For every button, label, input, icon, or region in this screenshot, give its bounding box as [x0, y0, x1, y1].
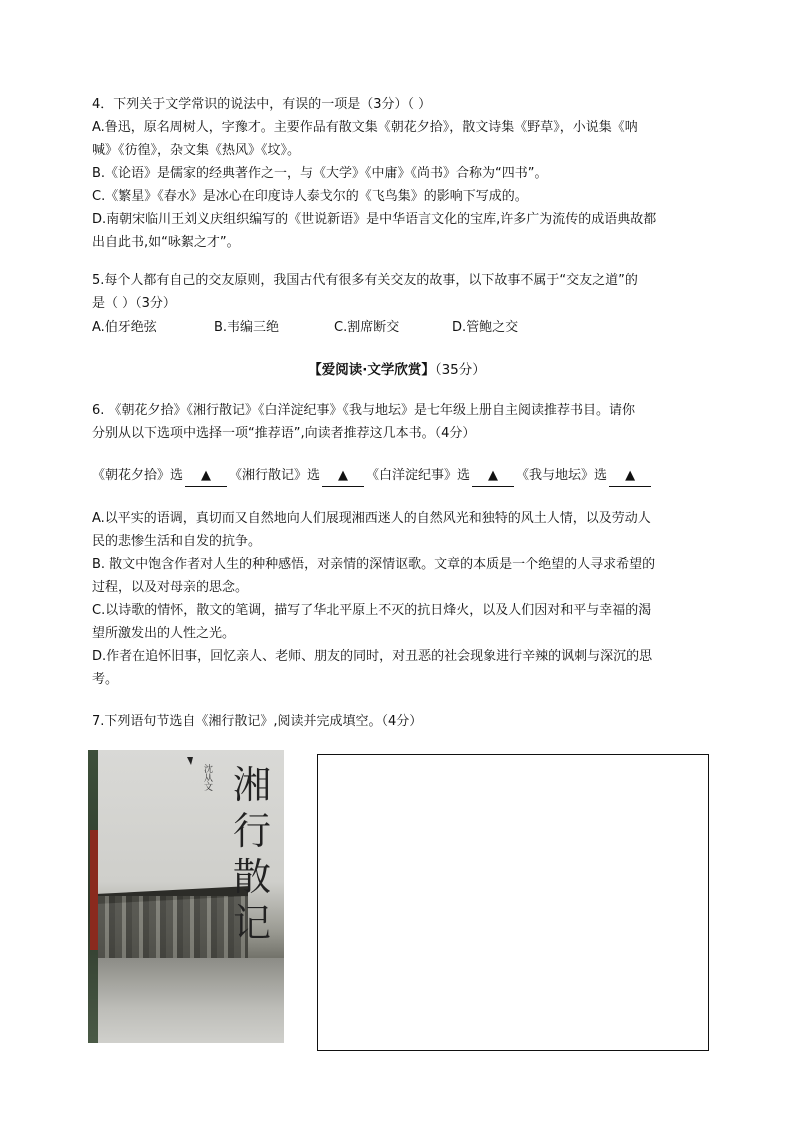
cover-river: [98, 958, 284, 1043]
q5-option-b: B.韦编三绝: [214, 320, 280, 335]
q6-option-b-line2: 过程，以及对母亲的思念。: [92, 580, 249, 595]
q4-option-a-line2: 喊》《彷徨》，杂文集《热风》《坟》。: [92, 143, 301, 158]
q6-option-c-line1: C.以诗歌的情怀，散文的笔调，描写了华北平原上不灭的抗日烽火，以及人们因对和平与幸福的渴: [92, 603, 652, 618]
q6-option-a-line1: A.以平实的语调，真切而又自然地向人们展现湘西迷人的自然风光和独特的风土人情，以及劳动人: [92, 511, 651, 526]
q4-stem: 4．下列关于文学常识的说法中，有误的一项是（3分）（ ）: [92, 97, 432, 112]
q6-option-d-line2: 考。: [92, 672, 119, 687]
q4-option-d-line1: D.南朝宋临川王刘义庆组织编写的《世说新语》是中华语言文化的宝库,许多广为流传的成语典故都: [92, 212, 657, 227]
cover-brush-icon: [185, 756, 195, 766]
q4-option-a-line1: A.鲁迅，原名周树人，字豫才。主要作品有散文集《朝花夕拾》，散文诗集《野草》，小说集《呐: [92, 120, 638, 135]
q6-option-d-line1: D.作者在追怀旧事，回忆亲人、老师、朋友的同时，对丑恶的社会现象进行辛辣的讽刺与深沉的思: [92, 649, 653, 664]
section-heading: [0, 358, 794, 378]
q6-fill-blank-1[interactable]: ▲: [185, 466, 227, 487]
q6-fill-blank-2[interactable]: ▲: [322, 466, 364, 487]
q6-fill-blank-4[interactable]: ▲: [609, 466, 651, 487]
q6-option-b-line1: B. 散文中饱含作者对人生的种种感悟，对亲情的深情讴歌。文章的本质是一个绝望的人寻求希望的: [92, 557, 656, 572]
section-title: 【爱阅读·文学欣赏】: [308, 362, 435, 378]
cover-red-band: [90, 830, 98, 950]
cover-author: 沈从文: [202, 764, 212, 791]
q4-option-c: C.《繁星》《春水》是冰心在印度诗人泰戈尔的《飞鸟集》的影响下写成的。: [92, 189, 528, 204]
q7-stem: 7.下列语句节选自《湘行散记》,阅读并完成填空。（4分）: [92, 714, 423, 729]
q6-fill-row: [92, 466, 653, 487]
q6-fill-label-2: 《湘行散记》选: [229, 468, 321, 483]
q5-stem-line1: 5.每个人都有自己的交友原则，我国古代有很多有关交友的故事，以下故事不属于“交友之道”的: [92, 273, 638, 288]
q6-option-a-line2: 民的悲惨生活和自发的抗争。: [92, 534, 262, 549]
answer-box[interactable]: [317, 754, 709, 1051]
q6-option-c-line2: 望所激发出的人性之光。: [92, 626, 236, 641]
book-cover-image: [88, 750, 284, 1043]
section-score: （35分）: [434, 362, 486, 378]
q4-option-d-line2: 出自此书,如“咏絮之才”。: [92, 235, 240, 250]
cover-title: 湘行散记: [232, 763, 271, 945]
q6-stem-line1: 6. 《朝花夕拾》《湘行散记》《白洋淀纪事》《我与地坛》是七年级上册自主阅读推荐书目。请你: [92, 403, 636, 418]
q6-fill-blank-3[interactable]: ▲: [472, 466, 514, 487]
q6-fill-label-3: 《白洋淀纪事》选: [366, 468, 471, 483]
q5-option-c: C.割席断交: [334, 320, 400, 335]
q4-option-b: B.《论语》是儒家的经典著作之一，与《大学》《中庸》《尚书》合称为“四书”。: [92, 166, 548, 181]
q5-option-d: D.管鲍之交: [452, 320, 519, 335]
q6-fill-label-4: 《我与地坛》选: [516, 468, 608, 483]
q6-stem-line2: 分别从以下选项中选择一项“推荐语”,向读者推荐这几本书。（4分）: [92, 426, 476, 441]
q6-fill-label-1: 《朝花夕拾》选: [92, 468, 184, 483]
q5-option-a: A.伯牙绝弦: [92, 320, 157, 335]
q5-stem-line2: 是（ ）（3分）: [92, 296, 176, 311]
